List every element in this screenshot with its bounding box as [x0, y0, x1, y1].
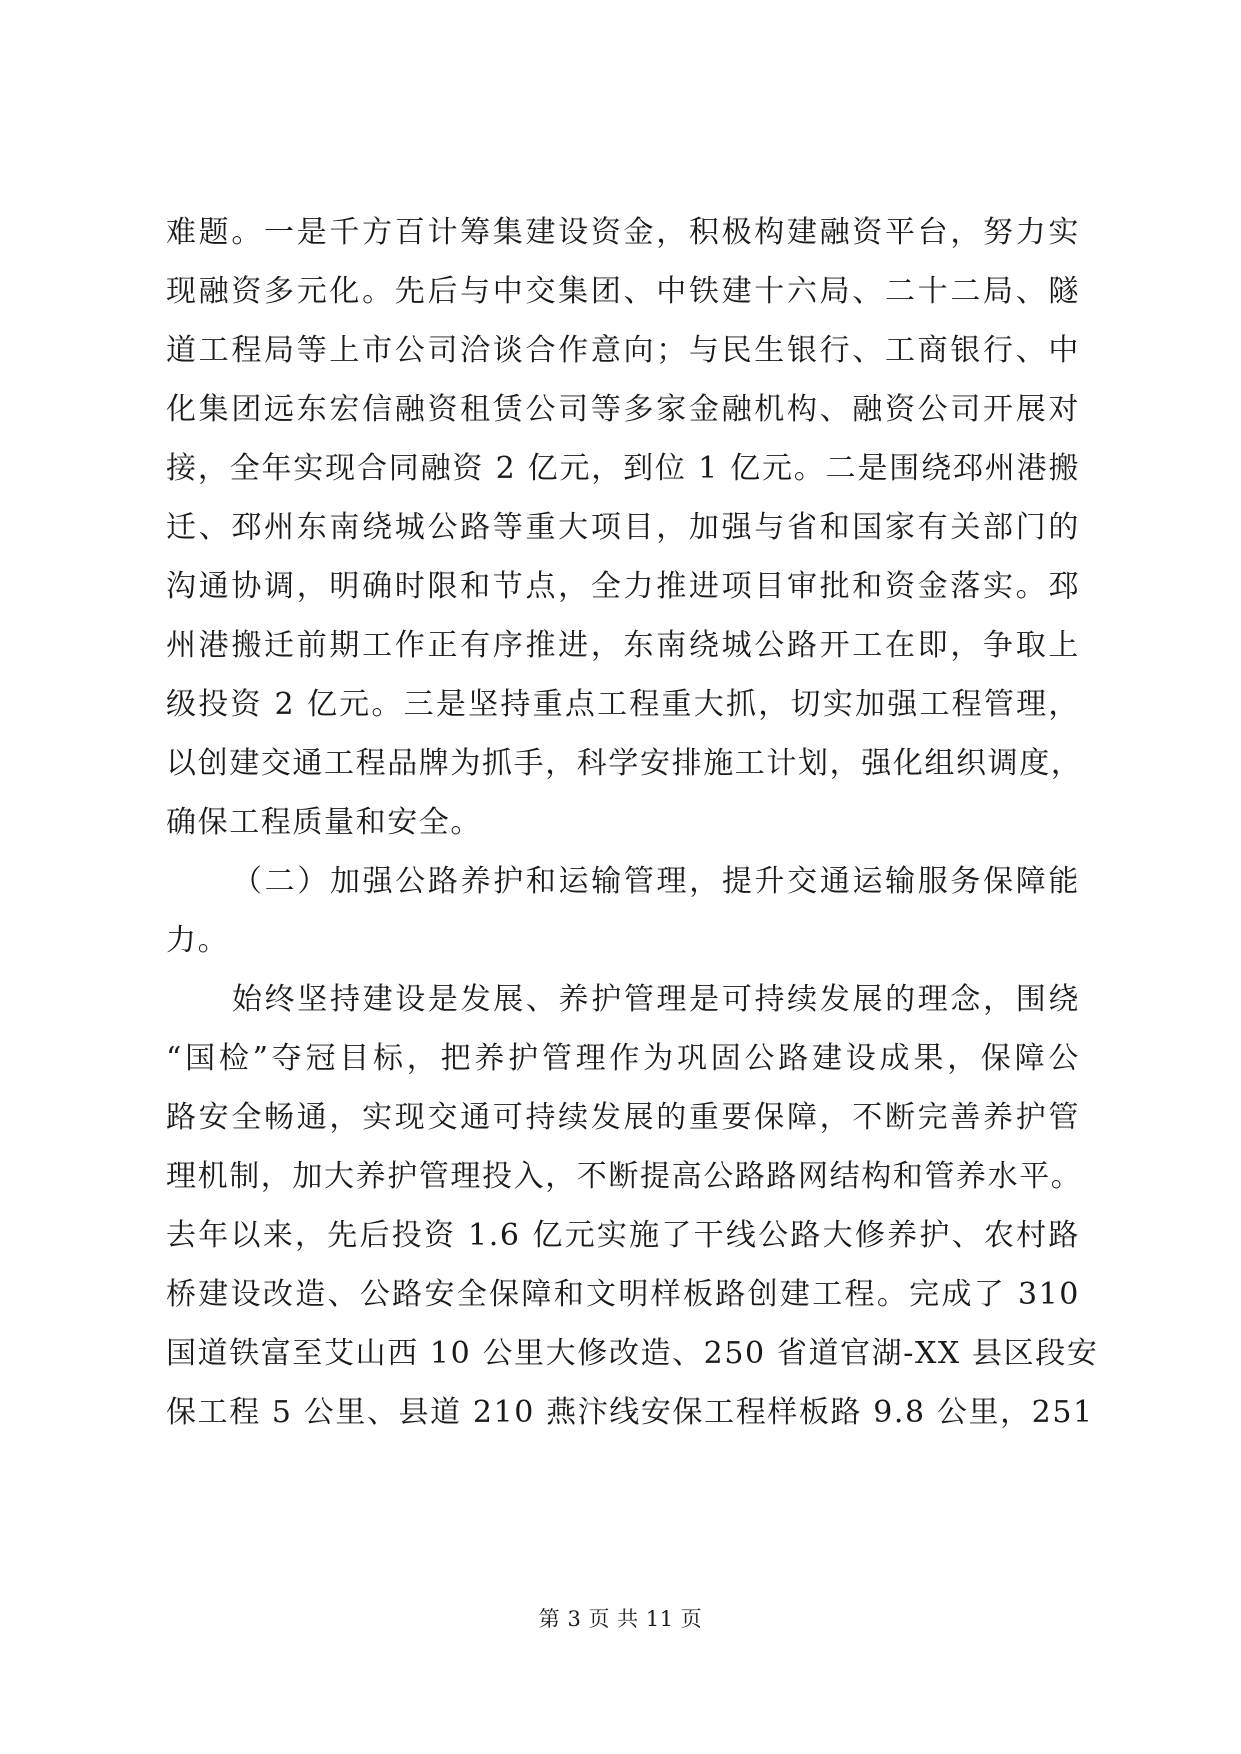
paragraph-line: 化集团远东宏信融资租赁公司等多家金融机构、融资公司开展对	[166, 392, 1080, 427]
paragraph-line: 级投资 2 亿元。三是坚持重点工程重大抓，切实加强工程管理，	[166, 687, 1080, 722]
section-heading-line: （二）加强公路养护和运输管理，提升交通运输服务保障能	[232, 864, 1080, 899]
paragraph-line: 国道铁富至艾山西 10 公里大修改造、250 省道官湖-XX 县区段安	[166, 1336, 1099, 1371]
paragraph-line: 始终坚持建设是发展、养护管理是可持续发展的理念，围绕	[232, 982, 1080, 1017]
page-number-footer: 第 3 页 共 11 页	[538, 1607, 703, 1631]
paragraph-line: 州港搬迁前期工作正有序推进，东南绕城公路开工在即，争取上	[166, 628, 1080, 663]
paragraph-line: 保工程 5 公里、县道 210 燕汴线安保工程样板路 9.8 公里，251	[166, 1395, 1094, 1430]
paragraph-line: 沟通协调，明确时限和节点，全力推进项目审批和资金落实。邳	[166, 569, 1080, 604]
paragraph-line: 现融资多元化。先后与中交集团、中铁建十六局、二十二局、隧	[166, 274, 1080, 309]
paragraph-line: “国检”夺冠目标，把养护管理作为巩固公路建设成果，保障公	[166, 1041, 1080, 1076]
paragraph-line: 路安全畅通，实现交通可持续发展的重要保障，不断完善养护管	[166, 1100, 1080, 1135]
section-heading-line: 力。	[166, 923, 230, 958]
paragraph-line: 以创建交通工程品牌为抓手，科学安排施工计划，强化组织调度，	[166, 746, 1083, 781]
paragraph-line: 接，全年实现合同融资 2 亿元，到位 1 亿元。二是围绕邳州港搬	[166, 451, 1080, 486]
paragraph-line: 理机制，加大养护管理投入，不断提高公路路网结构和管养水平。	[166, 1159, 1083, 1194]
paragraph-line: 迁、邳州东南绕城公路等重大项目，加强与省和国家有关部门的	[166, 510, 1080, 545]
paragraph-line: 桥建设改造、公路安全保障和文明样板路创建工程。完成了 310	[166, 1277, 1080, 1312]
paragraph-line: 道工程局等上市公司洽谈合作意向；与民生银行、工商银行、中	[166, 333, 1080, 368]
paragraph-line: 确保工程质量和安全。	[166, 805, 482, 840]
paragraph-line: 去年以来，先后投资 1.6 亿元实施了干线公路大修养护、农村路	[166, 1218, 1080, 1253]
paragraph-line: 难题。一是千方百计筹集建设资金，积极构建融资平台，努力实	[166, 215, 1080, 250]
